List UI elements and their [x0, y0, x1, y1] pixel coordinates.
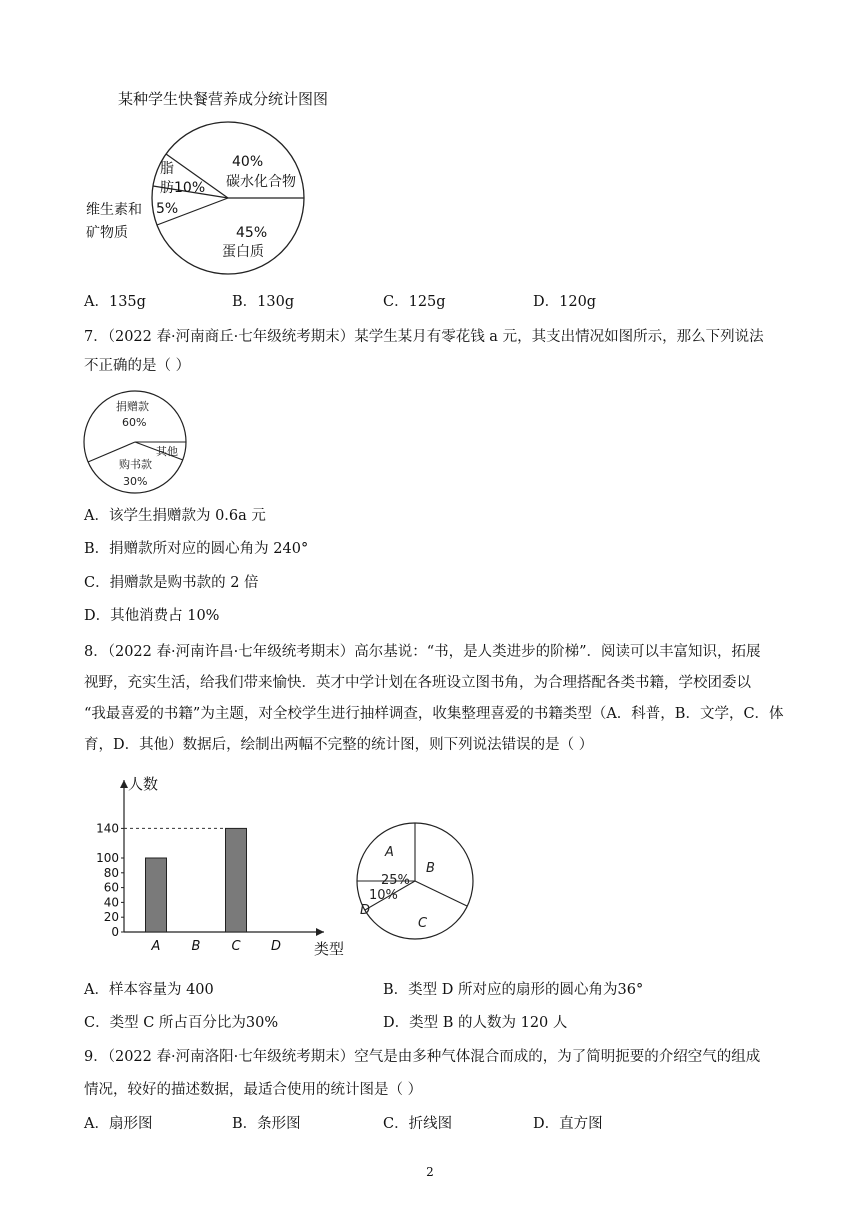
q8-stem-line3: “我最喜爱的书籍”为主题，对全校学生进行抽样调查，收集整理喜爱的书籍类型（A．科普，B．文学，C．体: [84, 706, 784, 722]
y-tick-label: 0: [111, 925, 119, 939]
bar-c: [226, 828, 247, 932]
q7-stem-line2: 不正确的是（ ）: [84, 358, 191, 374]
pie-label-a: A: [385, 845, 394, 860]
other-label: 其他: [156, 445, 178, 458]
x-axis-arrow: [316, 928, 324, 936]
q8-stem-line1: 8．（2022 春·河南许昌·七年级统考期末）高尔基说：“书，是人类进步的阶梯”．阅读可以丰富知识，拓展: [84, 644, 761, 660]
q9-option-b: B．条形图: [232, 1116, 301, 1132]
q8-stem-line2: 视野，充实生活，给我们带来愉快．英才中学计划在各班设立图书角，为合理搭配各类书籍，学校团委以: [84, 675, 751, 691]
q7-stem-line1: 7．（2022 春·河南商丘·七年级统考期末）某学生某月有零花钱 a 元，其支出情况如图所示，那么下列说法: [84, 329, 764, 345]
q8-stem-line4: 育，D．其他）数据后，绘制出两幅不完整的统计图，则下列说法错误的是（ ）: [84, 737, 594, 753]
carb-pct-label: 40%: [232, 154, 264, 170]
q6-option-d: D．120g: [533, 294, 597, 310]
x-tick-label: D: [270, 939, 282, 954]
q9-option-c: C．折线图: [383, 1116, 453, 1132]
donate-label: 捐赠款: [116, 400, 149, 413]
x-tick-label: B: [191, 939, 201, 954]
nutrition-pie-chart: [80, 85, 380, 285]
protein-pct-label: 45%: [236, 225, 268, 241]
pie-pct-d: 10%: [369, 888, 398, 903]
x-tick-label: A: [151, 939, 161, 954]
book-type-pie-chart: [350, 810, 475, 960]
books-label: 购书款: [119, 458, 152, 471]
book-type-bar-chart: [84, 770, 364, 965]
y-tick-label: 80: [103, 865, 119, 880]
pie-pct-a: 25%: [381, 873, 410, 888]
y-tick-label: 20: [103, 910, 119, 925]
y-axis-arrow: [120, 780, 128, 788]
q7-option-c: C．捐赠款是购书款的 2 倍: [84, 575, 259, 591]
q9-stem-line2: 情况，较好的描述数据，最适合使用的统计图是（ ）: [84, 1082, 423, 1098]
vitamin-pct-label: 5%: [156, 201, 179, 217]
q7-option-a: A．该学生捐赠款为 0.6a 元: [84, 508, 266, 524]
vitamin-label-line2: 矿物质: [86, 225, 128, 241]
q8-option-d: D．类型 B 的人数为 120 人: [383, 1015, 568, 1031]
q8-option-b: B．类型 D 所对应的扇形的圆心角为36°: [383, 982, 644, 998]
q7-option-b: B．捐赠款所对应的圆心角为 240°: [84, 541, 309, 557]
pie-label-d: D: [360, 903, 371, 918]
y-tick-label: 60: [103, 880, 119, 895]
carb-name-label: 碳水化合物: [226, 174, 296, 190]
protein-name-label: 蛋白质: [222, 244, 264, 260]
y-axis-label: 人数: [128, 775, 159, 793]
bar-chart-plot: [96, 775, 344, 958]
q7-option-d: D．其他消费占 10%: [84, 608, 220, 624]
vitamin-label-line1: 维生素和: [86, 202, 142, 218]
y-tick-label: 40: [103, 895, 119, 910]
q9-option-a: A．扇形图: [84, 1116, 153, 1132]
y-tick-label: 100: [96, 851, 119, 865]
book-pie-border-right: [415, 881, 467, 906]
bar-a: [146, 858, 167, 932]
q6-option-c: C．125g: [383, 294, 446, 310]
fat-label-line2: 肪10%: [160, 180, 206, 196]
fat-label-line1: 脂: [160, 161, 174, 177]
page-number: 2: [426, 1165, 434, 1179]
books-pct: 30%: [123, 475, 148, 488]
q6-option-a: A．135g: [84, 294, 146, 310]
allowance-pie-chart: [80, 388, 200, 498]
q8-option-c: C．类型 C 所占百分比为30%: [84, 1015, 279, 1031]
q9-option-d: D．直方图: [533, 1116, 603, 1132]
x-axis-label: 类型: [314, 940, 345, 958]
q8-option-a: A．样本容量为 400: [84, 982, 214, 998]
nutrition-chart-title: 某种学生快餐营养成分统计图图: [118, 90, 329, 108]
y-tick-label: 140: [96, 821, 119, 836]
donate-pct: 60%: [122, 416, 147, 429]
x-tick-label: C: [231, 939, 241, 954]
pie-label-c: C: [418, 916, 428, 931]
q9-stem-line1: 9．（2022 春·河南洛阳·七年级统考期末）空气是由多种气体混合而成的，为了简明扼要的介绍空气的组成: [84, 1049, 761, 1065]
pie-label-b: B: [426, 861, 435, 876]
q6-option-b: B．130g: [232, 294, 295, 310]
